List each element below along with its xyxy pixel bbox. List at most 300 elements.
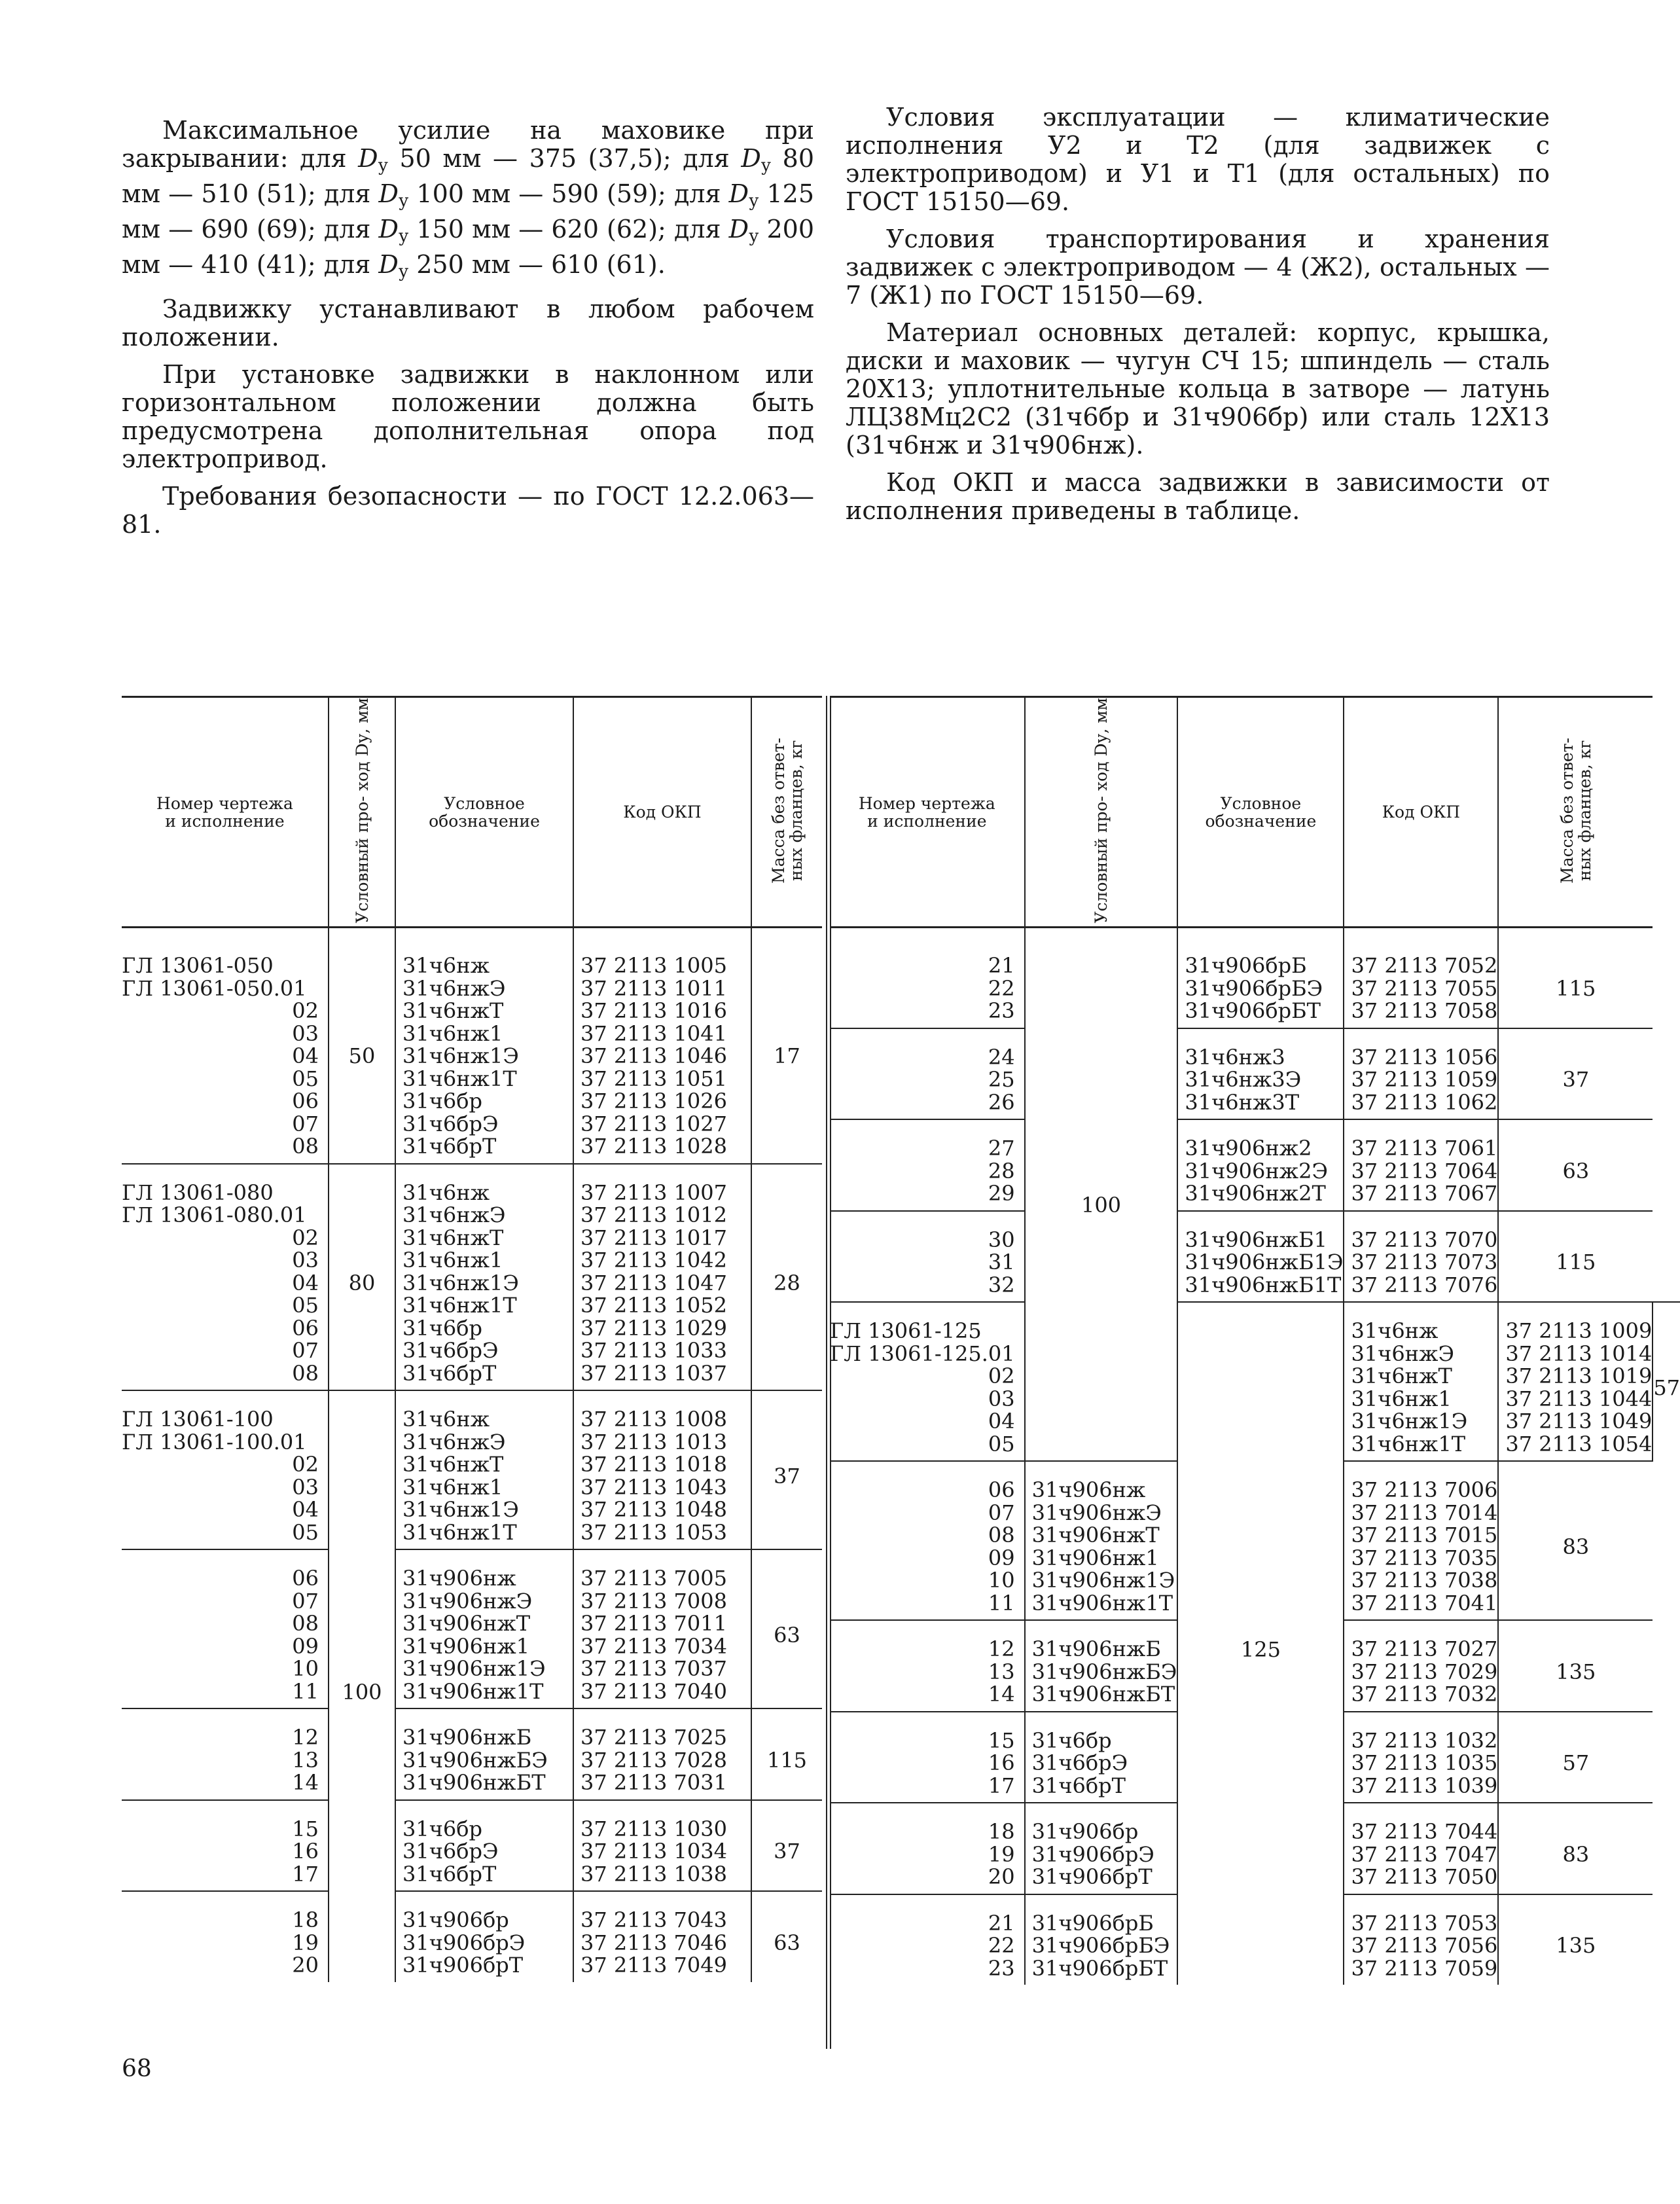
header-mass: Масса без ответ- ных фланцев, кг xyxy=(751,697,822,928)
mass-cell: 63 xyxy=(751,1549,822,1708)
okp-code-cell-line: 37 2113 7040 xyxy=(581,1678,727,1704)
transport-conditions-paragraph: Условия транспортирования и хранения задвижек с электроприводом — 4 (Ж2), остальных — 7 (Ж1) по ГОСТ 15150—69. xyxy=(846,225,1550,310)
drawing-number-cell-line: 11 xyxy=(988,1590,1015,1616)
drawing-number-cell-line: 12 xyxy=(292,1725,319,1750)
okp-code-cell-line: 37 2113 1049 xyxy=(1505,1409,1653,1434)
okp-code-cell-line: 37 2113 7046 xyxy=(581,1930,727,1955)
designation-cell xyxy=(1025,1461,1178,1620)
mass-cell: 63 xyxy=(1498,1119,1653,1211)
okp-code-cell-line: 37 2113 7038 xyxy=(1351,1568,1498,1593)
drawing-number-cell-line: 14 xyxy=(292,1770,319,1796)
drawing-number-cell-line: 20 xyxy=(988,1864,1015,1890)
designation-cell-line: 31ч6нж1Т xyxy=(402,1519,517,1545)
okp-code-cell xyxy=(1344,1119,1498,1211)
mass-cell: 63 xyxy=(751,1891,822,1982)
designation-cell-line: 31ч6бр xyxy=(402,1315,482,1341)
okp-code-cell-line: 37 2113 7014 xyxy=(1351,1500,1498,1525)
table-left-body xyxy=(122,928,822,1982)
designation-cell-line: 31ч906брБЭ xyxy=(1185,975,1323,1001)
okp-code-cell-line: 37 2113 1039 xyxy=(1351,1773,1498,1798)
designation-cell-line: 31ч906нжТ xyxy=(402,1611,531,1636)
drawing-number-cell-line: 19 xyxy=(292,1930,319,1955)
designation-cell-line: 31ч6нж1Э xyxy=(1351,1409,1468,1434)
mass-cell: 17 xyxy=(751,928,822,1164)
okp-code-cell xyxy=(1344,928,1498,1028)
okp-code-cell-line: 37 2113 1062 xyxy=(1351,1089,1498,1115)
drawing-number-cell-line: 04 xyxy=(988,1409,1015,1434)
designation-cell-line: 31ч906нж1 xyxy=(402,1633,530,1659)
table-row xyxy=(830,1119,1680,1211)
designation-cell-line: 31ч906нж xyxy=(1031,1477,1146,1503)
drawing-number-cell-line: 19 xyxy=(988,1841,1015,1867)
designation-cell-line: 31ч906брТ xyxy=(402,1953,524,1978)
designation-cell-line: 31ч906брБ xyxy=(1031,1910,1154,1936)
okp-code-cell-line: 37 2113 7035 xyxy=(1351,1545,1498,1570)
designation-cell-line: 31ч6нжЭ xyxy=(402,1429,506,1454)
drawing-number-cell-line: 04 xyxy=(292,1270,319,1295)
table-row xyxy=(122,1164,822,1391)
designation-cell-line: 31ч6нжЭ xyxy=(402,1202,506,1228)
drawing-number-cell xyxy=(122,1708,329,1800)
okp-code-cell-line: 37 2113 1054 xyxy=(1505,1431,1653,1456)
designation-cell-line: 31ч6брТ xyxy=(402,1134,497,1159)
designation-cell-line: 31ч906нжБЭ xyxy=(402,1747,548,1773)
drawing-number-cell xyxy=(122,1891,329,1982)
okp-code-cell xyxy=(1344,1894,1498,1985)
designation-cell-line: 31ч6бр xyxy=(402,1089,482,1114)
designation-cell xyxy=(1177,1211,1344,1303)
designation-cell-line: 31ч906нж2 xyxy=(1185,1136,1312,1161)
drawing-number-cell-line: 22 xyxy=(988,1933,1015,1959)
designation-cell-line: 31ч6нж xyxy=(402,1407,490,1432)
drawing-number-cell-line: 09 xyxy=(988,1545,1015,1570)
okp-code-cell-line: 37 2113 1051 xyxy=(581,1066,727,1091)
drawing-number-cell xyxy=(830,1028,1025,1120)
designation-cell xyxy=(395,1708,573,1800)
mass-cell: 37 xyxy=(751,1390,822,1549)
okp-code-cell-line: 37 2113 7055 xyxy=(1351,975,1498,1001)
okp-code-cell-line: 37 2113 1005 xyxy=(581,953,727,979)
table-row xyxy=(830,1211,1680,1303)
designation-cell-line: 31ч6брЭ xyxy=(402,1839,499,1864)
mass-cell: 57 xyxy=(1653,1302,1680,1461)
okp-code-cell-line: 37 2113 7067 xyxy=(1351,1181,1498,1206)
okp-code-cell-line: 37 2113 1028 xyxy=(581,1134,727,1159)
okp-code-cell-line: 37 2113 7061 xyxy=(1351,1136,1498,1161)
designation-cell-line: 31ч906нж1Т xyxy=(1031,1590,1173,1616)
okp-code-cell-line: 37 2113 7034 xyxy=(581,1633,727,1659)
okp-code-cell-line: 37 2113 7041 xyxy=(1351,1590,1498,1616)
designation-cell-line: 31ч6нж xyxy=(402,1180,490,1205)
designation-cell-line: 31ч6нж1Т xyxy=(1351,1431,1466,1456)
designation-cell-line: 31ч906бр xyxy=(402,1907,509,1933)
drawing-number-cell-line: 32 xyxy=(988,1272,1015,1297)
support-paragraph: При установке задвижки в наклонном или горизонтальном положении должна быть предусмотрена дополнительная опора под электропривод. xyxy=(122,360,814,473)
okp-code-cell-line: 37 2113 7059 xyxy=(1351,1955,1498,1981)
okp-code-cell xyxy=(1344,1028,1498,1120)
drawing-number-cell xyxy=(830,1461,1025,1620)
designation-cell-line: 31ч906нж1 xyxy=(1031,1545,1159,1570)
max-force-paragraph: Максимальное усилие на маховике при закрывании: для $D_у$ 50 мм — 375 (37,5); для $D_у$ 80 мм — 510 (51); для $D_у$ 100 мм — 590 (59); для $D_у$ 125 мм — 690 (69); для $D_у$ 150 мм — 620 (62); для $D_у$ 200 мм — 410 (41); для $D_у$ 250 мм — 610 (61). xyxy=(122,116,815,281)
safety-paragraph: Требования безопасности — по ГОСТ 12.2.063—81. xyxy=(122,482,814,539)
designation-cell-line: 31ч6нж1Э xyxy=(402,1043,519,1069)
designation-cell-line: 31ч906нжБТ xyxy=(402,1770,546,1796)
drawing-number-cell-line: 08 xyxy=(292,1134,319,1159)
designation-cell-line: 31ч906нжБ1Т xyxy=(1185,1272,1342,1297)
designation-cell-line: 31ч6нж xyxy=(402,953,490,979)
drawing-number-cell-line: 22 xyxy=(988,975,1015,1001)
okp-code-cell-line: 37 2113 7058 xyxy=(1351,998,1498,1024)
drawing-number-cell-line: 27 xyxy=(988,1136,1015,1161)
okp-code-cell-line: 37 2113 7029 xyxy=(1351,1659,1498,1684)
drawing-number-cell-line: 09 xyxy=(292,1633,319,1659)
designation-cell-line: 31ч6нжТ xyxy=(402,1225,504,1250)
drawing-number-cell xyxy=(830,1803,1025,1894)
okp-code-cell-line: 37 2113 1026 xyxy=(581,1089,727,1114)
drawing-number-cell-line: 02 xyxy=(988,1364,1015,1389)
drawing-number-cell-line: 17 xyxy=(292,1861,319,1887)
designation-cell-line: 31ч6нж3Т xyxy=(1185,1089,1300,1115)
mass-cell: 115 xyxy=(751,1708,822,1800)
designation-cell-line: 31ч906брБ xyxy=(1185,953,1307,979)
designation-cell-line: 31ч6брТ xyxy=(402,1360,497,1386)
okp-code-cell-line: 37 2113 7032 xyxy=(1351,1682,1498,1707)
drawing-number-cell-line: 05 xyxy=(292,1066,319,1091)
drawing-number-cell-line: 30 xyxy=(988,1227,1015,1252)
drawing-number-cell-line: 21 xyxy=(988,953,1015,979)
drawing-number-cell xyxy=(122,1164,329,1391)
drawing-number-cell-line: ГЛ 13061-050 xyxy=(122,953,274,979)
okp-code-cell-line: 37 2113 1017 xyxy=(581,1225,727,1250)
table-row xyxy=(122,1708,822,1800)
okp-code-cell-line: 37 2113 7027 xyxy=(1351,1636,1498,1662)
okp-code-cell-line: 37 2113 1043 xyxy=(581,1474,727,1500)
okp-code-cell xyxy=(1344,1712,1498,1803)
designation-cell xyxy=(395,1800,573,1892)
mass-cell: 135 xyxy=(1498,1894,1653,1985)
mass-cell: 115 xyxy=(1498,1211,1653,1303)
okp-code-cell-line: 37 2113 1048 xyxy=(581,1497,727,1523)
okp-code-cell-line: 37 2113 7050 xyxy=(1351,1864,1498,1890)
designation-cell-line: 31ч906нж1Т xyxy=(402,1678,544,1704)
okp-code-cell-line: 37 2113 7015 xyxy=(1351,1523,1498,1548)
okp-code-cell-line: 37 2113 1037 xyxy=(581,1360,727,1386)
designation-cell-line: 31ч906нжБ xyxy=(402,1725,532,1750)
okp-code-cell-line: 37 2113 1011 xyxy=(581,975,727,1001)
drawing-number-cell-line: ГЛ 13061-080 xyxy=(122,1180,274,1205)
designation-cell-line: 31ч6нж1 xyxy=(402,1474,503,1500)
drawing-number-cell-line: 06 xyxy=(292,1315,319,1341)
designation-cell-line: 31ч906нжТ xyxy=(1031,1523,1160,1548)
header-drawing: Номер чертежа и исполнение xyxy=(122,697,329,928)
drawing-number-cell xyxy=(830,928,1025,1028)
designation-cell-line: 31ч906брБТ xyxy=(1031,1955,1168,1981)
designation-cell-line: 31ч906брБТ xyxy=(1185,998,1321,1024)
okp-code-cell-line: 37 2113 1035 xyxy=(1351,1750,1498,1776)
drawing-number-cell-line: ГЛ 13061-100.01 xyxy=(122,1429,307,1454)
drawing-number-cell-line: ГЛ 13061-125 xyxy=(830,1318,982,1344)
designation-cell-line: 31ч906нжБ xyxy=(1031,1636,1161,1662)
okp-code-cell xyxy=(573,1390,751,1549)
mass-cell: 83 xyxy=(1498,1461,1653,1620)
designation-cell-line: 31ч6нж1Т xyxy=(402,1066,517,1091)
table-row xyxy=(122,1800,822,1892)
designation-cell-line: 31ч6нжТ xyxy=(402,998,504,1024)
drawing-number-cell-line: 20 xyxy=(292,1953,319,1978)
drawing-number-cell-line: ГЛ 13061-125.01 xyxy=(830,1341,1015,1366)
nominal-diameter-cell: 50 xyxy=(329,928,395,1164)
drawing-number-cell-line: 03 xyxy=(292,1474,319,1500)
designation-cell-line: 31ч6брЭ xyxy=(402,1111,499,1136)
designation-cell-line: 31ч6нжЭ xyxy=(1351,1341,1454,1366)
table-row xyxy=(122,1891,822,1982)
drawing-number-cell xyxy=(830,1620,1025,1712)
designation-cell-line: 31ч906брБЭ xyxy=(1031,1933,1170,1959)
drawing-number-cell-line: ГЛ 13061-100 xyxy=(122,1407,274,1432)
drawing-number-cell-line: 05 xyxy=(988,1431,1015,1456)
table-row xyxy=(830,928,1680,1028)
okp-code-cell-line: 37 2113 1053 xyxy=(581,1519,727,1545)
designation-cell xyxy=(1025,1894,1178,1985)
drawing-number-cell-line: 16 xyxy=(988,1750,1015,1776)
okp-code-cell-line: 37 2113 7073 xyxy=(1351,1250,1498,1275)
drawing-number-cell-line: 08 xyxy=(988,1523,1015,1548)
designation-cell-line: 31ч6нж1Т xyxy=(402,1293,517,1318)
drawing-number-cell-line: 13 xyxy=(292,1747,319,1773)
table-split-rule xyxy=(826,696,831,2049)
designation-cell xyxy=(1177,1119,1344,1211)
designation-cell-line: 31ч906нж2Т xyxy=(1185,1181,1326,1206)
mass-cell: 135 xyxy=(1498,1620,1653,1712)
drawing-number-cell-line: 11 xyxy=(292,1678,319,1704)
okp-code-cell-line: 37 2113 7006 xyxy=(1351,1477,1498,1503)
materials-paragraph: Материал основных деталей: корпус, крышка, диски и маховик — чугун СЧ 15; шпиндель — сталь 20Х13; уплотнительные кольца в затворе — латунь ЛЦ38Мц2С2 (31ч6бр и 31ч906бр) или сталь 12Х13 (31ч6нж и 31ч906нж). xyxy=(846,318,1550,460)
install-position-paragraph: Задвижку устанавливают в любом рабочем положении. xyxy=(122,295,814,352)
drawing-number-cell xyxy=(830,1119,1025,1211)
designation-cell-line: 31ч6нж1 xyxy=(402,1248,503,1273)
designation-cell-line: 31ч906нж1Э xyxy=(1031,1568,1175,1593)
drawing-number-cell xyxy=(830,1302,1025,1461)
drawing-number-cell-line: 15 xyxy=(988,1727,1015,1753)
okp-code-cell xyxy=(1344,1461,1498,1620)
drawing-number-cell-line: 10 xyxy=(292,1656,319,1682)
designation-cell-line: 31ч6нж3 xyxy=(1185,1044,1285,1070)
designation-cell-line: 31ч6нж1Э xyxy=(402,1497,519,1523)
drawing-number-cell-line: 18 xyxy=(292,1907,319,1933)
okp-code-cell-line: 37 2113 1052 xyxy=(581,1293,727,1318)
designation-cell xyxy=(395,1549,573,1708)
header-mass: Масса без ответ- ных фланцев, кг xyxy=(1498,697,1653,928)
drawing-number-cell xyxy=(830,1712,1025,1803)
okp-code-cell-line: 37 2113 1018 xyxy=(581,1452,727,1477)
nominal-diameter-cell: 100 xyxy=(1025,928,1178,1462)
okp-code-cell-line: 37 2113 7028 xyxy=(581,1747,727,1773)
drawing-number-cell-line: 07 xyxy=(292,1588,319,1614)
designation-cell-line: 31ч906нжБЭ xyxy=(1031,1659,1177,1684)
designation-cell-line: 31ч6нжТ xyxy=(402,1452,504,1477)
designation-cell xyxy=(1344,1302,1498,1461)
designation-cell-line: 31ч906нж1Э xyxy=(402,1656,546,1682)
okp-code-cell-line: 37 2113 1034 xyxy=(581,1839,727,1864)
drawing-number-cell-line: 06 xyxy=(292,1089,319,1114)
okp-code-cell xyxy=(573,1549,751,1708)
designation-cell-line: 31ч906брЭ xyxy=(402,1930,526,1955)
okp-code-cell-line: 37 2113 7053 xyxy=(1351,1910,1498,1936)
designation-cell-line: 31ч6нжТ xyxy=(1351,1364,1452,1389)
header-dn: Условный про- ход Dу, мм xyxy=(329,697,395,928)
okp-code-cell-line: 37 2113 1046 xyxy=(581,1043,727,1069)
okp-code-cell-line: 37 2113 7044 xyxy=(1351,1819,1498,1845)
drawing-number-cell xyxy=(122,1800,329,1892)
designation-cell-line: 31ч906бр xyxy=(1031,1819,1139,1845)
drawing-number-cell-line: 04 xyxy=(292,1497,319,1523)
okp-code-cell-line: 37 2113 1012 xyxy=(581,1202,727,1228)
drawing-number-cell-line: 15 xyxy=(292,1816,319,1841)
designation-cell-line: 31ч906нж xyxy=(402,1566,516,1591)
drawing-number-cell-line: 24 xyxy=(988,1044,1015,1070)
okp-code-cell-line: 37 2113 1009 xyxy=(1505,1318,1653,1344)
okp-code-cell-line: 37 2113 7005 xyxy=(581,1566,727,1591)
drawing-number-cell-line: 18 xyxy=(988,1819,1015,1845)
drawing-number-cell-line: 08 xyxy=(292,1360,319,1386)
drawing-number-cell-line: 14 xyxy=(988,1682,1015,1707)
drawing-number-cell-line: 07 xyxy=(292,1338,319,1364)
okp-code-cell xyxy=(573,1891,751,1982)
drawing-number-cell-line: 06 xyxy=(988,1477,1015,1503)
okp-code-cell-line: 37 2113 7049 xyxy=(581,1953,727,1978)
okp-code-cell-line: 37 2113 1059 xyxy=(1351,1067,1498,1093)
mass-cell: 37 xyxy=(1498,1028,1653,1120)
okp-code-cell-line: 37 2113 1027 xyxy=(581,1111,727,1136)
table-header-row xyxy=(122,697,822,928)
okp-code-cell-line: 37 2113 1042 xyxy=(581,1248,727,1273)
okp-code-cell-line: 37 2113 7037 xyxy=(581,1656,727,1682)
designation-cell xyxy=(395,1390,573,1549)
designation-cell-line: 31ч6нж xyxy=(1351,1318,1439,1344)
designation-cell xyxy=(1025,1712,1178,1803)
designation-cell-line: 31ч6нжЭ xyxy=(402,975,506,1001)
drawing-number-cell-line: 16 xyxy=(292,1839,319,1864)
mass-cell: 57 xyxy=(1498,1712,1653,1803)
okp-code-cell-line: 37 2113 7056 xyxy=(1351,1933,1498,1959)
header-designation: Условное обозначение xyxy=(395,697,573,928)
designation-cell xyxy=(395,928,573,1164)
okp-code-cell xyxy=(1344,1211,1498,1303)
drawing-number-cell-line: 07 xyxy=(292,1111,319,1136)
table-row xyxy=(830,1028,1680,1120)
designation-cell-line: 31ч6брТ xyxy=(402,1861,497,1887)
mass-cell: 37 xyxy=(751,1800,822,1892)
okp-code-cell-line: 37 2113 7043 xyxy=(581,1907,727,1933)
valve-table-left xyxy=(122,696,822,1982)
mass-cell: 83 xyxy=(1498,1803,1653,1894)
designation-cell xyxy=(395,1891,573,1982)
drawing-number-cell-line: 03 xyxy=(292,1248,319,1273)
drawing-number-cell-line: 02 xyxy=(292,1225,319,1250)
okp-code-cell-line: 37 2113 1056 xyxy=(1351,1044,1498,1070)
drawing-number-cell xyxy=(830,1894,1025,1985)
okp-code-cell-line: 37 2113 1047 xyxy=(581,1270,727,1295)
okp-code-cell-line: 37 2113 7052 xyxy=(1351,953,1498,979)
table-row xyxy=(122,928,822,1164)
okp-code-cell-line: 37 2113 1032 xyxy=(1351,1727,1498,1753)
okp-code-cell-line: 37 2113 7076 xyxy=(1351,1272,1498,1297)
okp-code-cell xyxy=(573,1800,751,1892)
designation-cell-line: 31ч906нж2Э xyxy=(1185,1158,1328,1183)
designation-cell xyxy=(395,1164,573,1391)
drawing-number-cell-line: 05 xyxy=(292,1293,319,1318)
header-drawing: Номер чертежа и исполнение xyxy=(830,697,1025,928)
designation-cell-line: 31ч906нжЭ xyxy=(1031,1500,1162,1525)
designation-cell-line: 31ч6нж1 xyxy=(1351,1386,1452,1411)
nominal-diameter-cell: 100 xyxy=(329,1390,395,1982)
drawing-number-cell-line: 06 xyxy=(292,1566,319,1591)
designation-cell-line: 31ч6бр xyxy=(1031,1727,1112,1753)
okp-code-cell-line: 37 2113 7070 xyxy=(1351,1227,1498,1252)
designation-cell-line: 31ч6бр xyxy=(402,1816,482,1841)
okp-code-cell-line: 37 2113 1033 xyxy=(581,1338,727,1364)
valve-table-right xyxy=(830,696,1680,1985)
okp-code-cell-line: 37 2113 7047 xyxy=(1351,1841,1498,1867)
okp-code-cell-line: 37 2113 7025 xyxy=(581,1725,727,1750)
designation-cell-line: 31ч6брЭ xyxy=(402,1338,499,1364)
drawing-number-cell-line: 07 xyxy=(988,1500,1015,1525)
okp-code-cell-line: 37 2113 1029 xyxy=(581,1315,727,1341)
drawing-number-cell-line: 10 xyxy=(988,1568,1015,1593)
okp-code-cell-line: 37 2113 1007 xyxy=(581,1180,727,1205)
designation-cell xyxy=(1177,1028,1344,1120)
header-dn: Условный про- ход Dу, мм xyxy=(1025,697,1178,928)
table-right-body xyxy=(830,928,1680,1985)
table-row xyxy=(122,1390,822,1549)
drawing-number-cell xyxy=(122,928,329,1164)
okp-code-cell-line: 37 2113 1041 xyxy=(581,1021,727,1046)
okp-code-cell-line: 37 2113 1013 xyxy=(581,1429,727,1454)
drawing-number-cell-line: 04 xyxy=(292,1043,319,1069)
designation-cell-line: 31ч906нжБ1 xyxy=(1185,1227,1327,1252)
okp-code-cell xyxy=(573,1708,751,1800)
drawing-number-cell-line: 23 xyxy=(988,1955,1015,1981)
okp-code-cell xyxy=(1344,1803,1498,1894)
nominal-diameter-cell: 125 xyxy=(1177,1302,1344,1985)
table-row xyxy=(122,1549,822,1708)
designation-cell xyxy=(1025,1620,1178,1712)
okp-code-cell xyxy=(573,1164,751,1391)
okp-code-cell xyxy=(1498,1302,1653,1461)
drawing-number-cell-line: 23 xyxy=(988,998,1015,1024)
designation-cell-line: 31ч906брЭ xyxy=(1031,1841,1154,1867)
header-designation: Условное обозначение xyxy=(1177,697,1344,928)
nominal-diameter-cell: 80 xyxy=(329,1164,395,1391)
okp-code-cell-line: 37 2113 7031 xyxy=(581,1770,727,1796)
page-number: 68 xyxy=(122,2055,152,2082)
okp-code-cell-line: 37 2113 7064 xyxy=(1351,1158,1498,1183)
designation-cell-line: 31ч6брТ xyxy=(1031,1773,1126,1798)
designation-cell-line: 31ч906нжБ1Э xyxy=(1185,1250,1344,1275)
okp-code-cell-line: 37 2113 1016 xyxy=(581,998,727,1024)
header-okp: Код ОКП xyxy=(573,697,751,928)
drawing-number-cell-line: ГЛ 13061-080.01 xyxy=(122,1202,307,1228)
right-text-column xyxy=(846,103,1550,534)
drawing-number-cell-line: 03 xyxy=(988,1386,1015,1411)
designation-cell-line: 31ч6нж1 xyxy=(402,1021,503,1046)
okp-code-cell-line: 37 2113 1014 xyxy=(1505,1341,1653,1366)
designation-cell xyxy=(1177,928,1344,1028)
okp-code-cell-line: 37 2113 1044 xyxy=(1505,1386,1653,1411)
left-text-column xyxy=(122,117,814,548)
designation-cell-line: 31ч906брТ xyxy=(1031,1864,1153,1890)
okp-code-cell-line: 37 2113 1008 xyxy=(581,1407,727,1432)
